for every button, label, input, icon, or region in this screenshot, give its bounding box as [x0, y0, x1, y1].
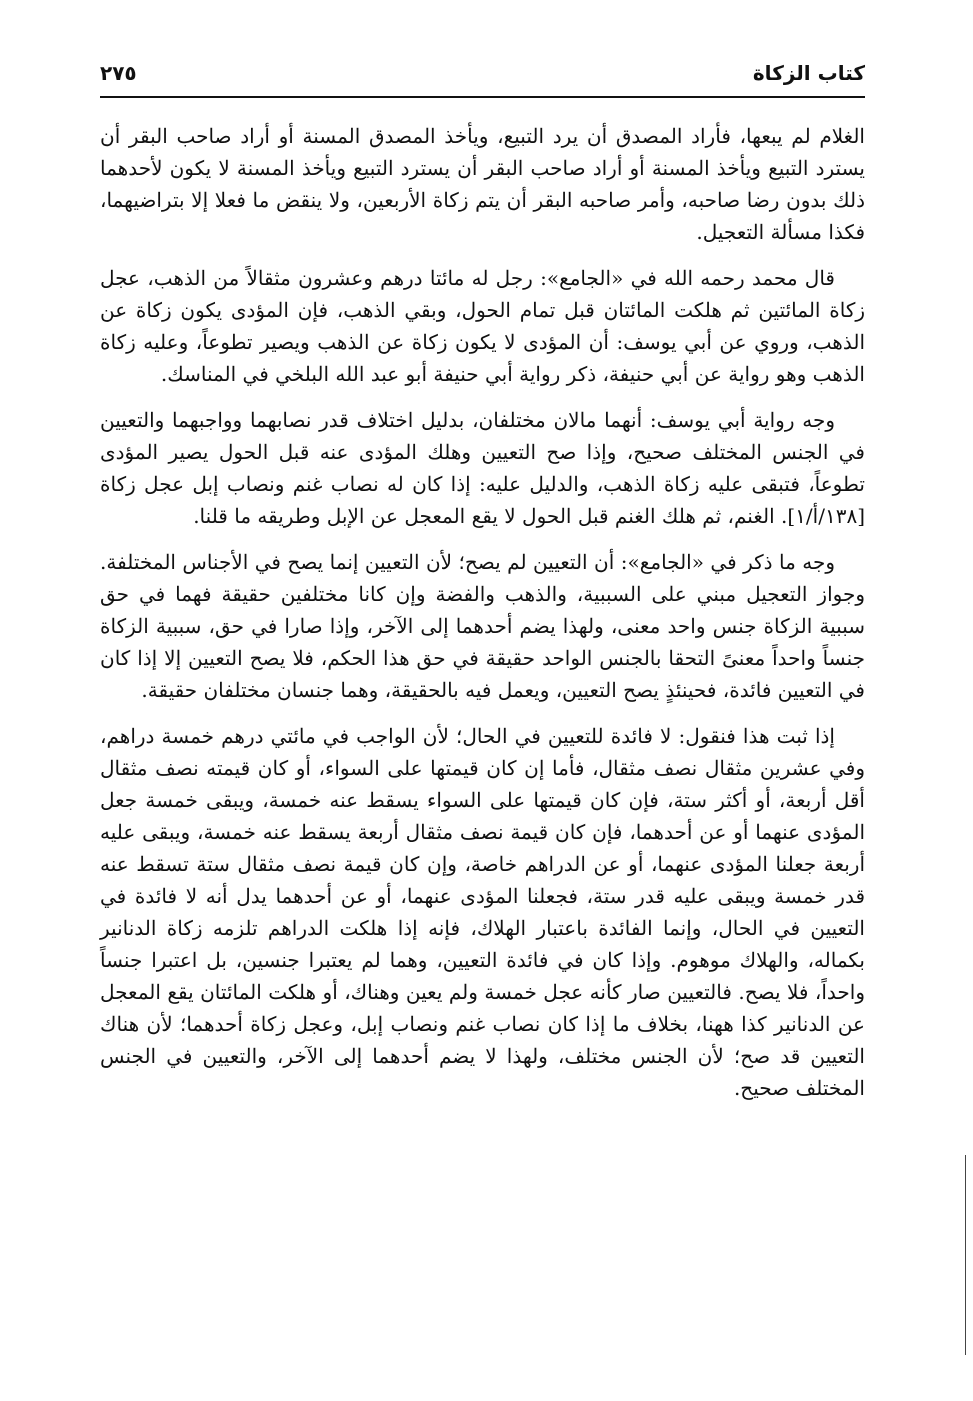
chapter-title: كتاب الزكاة	[752, 61, 865, 85]
paragraph-5: إذا ثبت هذا فنقول: لا فائدة للتعيين في الحال؛ لأن الواجب في مائتي درهم خمسة دراهم، وفي عشرين مثقال نصف مثقال، فأما إن كان قيمتها على السواء، أو كان قيمته نصف مثقال أقل أربعة، أو أكثر ستة، فإن كان قيمتها على السواء يسقط عنه خمسة، ويبقى خمسة جعل المؤدى عنهما أو عن أحدهما، فإن كان قيمة نصف مثقال أربعة يسقط عنه خمسة، ويبقى عليه أربعة جعلنا المؤدى عنهما، أو عن الدراهم خاصة، وإن كان قيمة نصف مثقال ستة تسقط عنه قدر خمسة ويبقى عليه قدر ستة، فجعلنا المؤدى عنهما، أو عن أحدهما يدل أنه لا فائدة في التعيين في الحال، وإنما الفائدة باعتبار الهلاك، فإنه إذا هلكت الدراهم تلزمه زكاة الدنانير بكماله، والهلاك موهوم. وإذا كان في فائدة التعيين، وهما لم يعتبرا جنسين، بل اعتبرا جنساً واحداً، فلا يصح. فالتعيين صار كأنه عجل خمسة ولم يعين وهناك، أو هلكت المائتان يقع المعجل عن الدنانير كذا ههنا، بخلاف ما إذا كان نصاب غنم ونصاب إبل، وعجل زكاة أحدهما؛ لأن هناك التعيين قد صح؛ لأن الجنس مختلف، ولهذا لا يضم أحدهما إلى الآخر، والتعيين في الجنس المختلف صحيح.	[100, 724, 865, 1100]
scan-edge-mark	[965, 1155, 966, 1355]
header-divider	[100, 96, 865, 98]
page-number: ٢٧٥	[100, 61, 137, 85]
paragraph-4: وجه ما ذكر في «الجامع»: أن التعيين لم يصح؛ لأن التعيين إنما يصح في الأجناس المختلفة. وجواز التعجيل مبني على السببية، والذهب والفضة وإن كانا مختلفين حقيقة فهما في حق سببية الزكاة جنس واحد معنى، ولهذا يضم أحدهما إلى الآخر، وإذا صارا في حق، سببية الزكاة جنساً واحداً معنىً التحقا بالجنس الواحد حقيقة في حق هذا الحكم، فلا يصح التعيين إلا إذا كان في التعيين فائدة، فحينئذٍ يصح التعيين، ويعمل فيه بالحقيقة، وهما جنسان مختلفان حقيقة.	[100, 550, 865, 702]
paragraph-2: قال محمد رحمه الله في «الجامع»: رجل له مائتا درهم وعشرون مثقالاً من الذهب، عجل زكاة المائتين ثم هلكت المائتان قبل تمام الحول، وبقي الذهب، فإن المؤدى يكون زكاة عن الذهب، وروي عن أبي يوسف: أن المؤدى لا يكون زكاة عن الذهب ويصير تطوعاً، وعليه زكاة الذهب وهو رواية عن أبي حنيفة، ذكر رواية أبي حنيفة أبو عبد الله البلخي في المناسك.	[100, 266, 865, 386]
paragraph-1: الغلام لم يبعها، فأراد المصدق أن يرد التبيع، ويأخذ المصدق المسنة أو أراد صاحب البقر أن يسترد التبيع ويأخذ المسنة أو أراد صاحب البقر أن يسترد التبيع ويأخذ المسنة لا يكون لأحدهما ذلك بدون رضا صاحبه، وأمر صاحبه البقر أن يتم زكاة الأربعين، ولا ينقض ما فعلا إلا بتراضيهما، فكذا مسألة التعجيل.	[100, 124, 865, 244]
body-text	[100, 120, 865, 1118]
running-header	[100, 58, 865, 92]
paragraph-3: وجه رواية أبي يوسف: أنهما مالان مختلفان، بدليل اختلاف قدر نصابهما وواجبهما والتعيين في الجنس المختلف صحيح، وإذا صح التعيين وهلك المؤدى عنه قبل الحول يصير المؤدى تطوعاً، فتبقى عليه زكاة الذهب، والدليل عليه: إذا كان له نصاب غنم ونصاب إبل عجل زكاة [١٣٨/أ/١]. الغنم، ثم هلك الغنم قبل الحول لا يقع المعجل عن الإبل وطريقه ما قلنا.	[100, 408, 865, 528]
